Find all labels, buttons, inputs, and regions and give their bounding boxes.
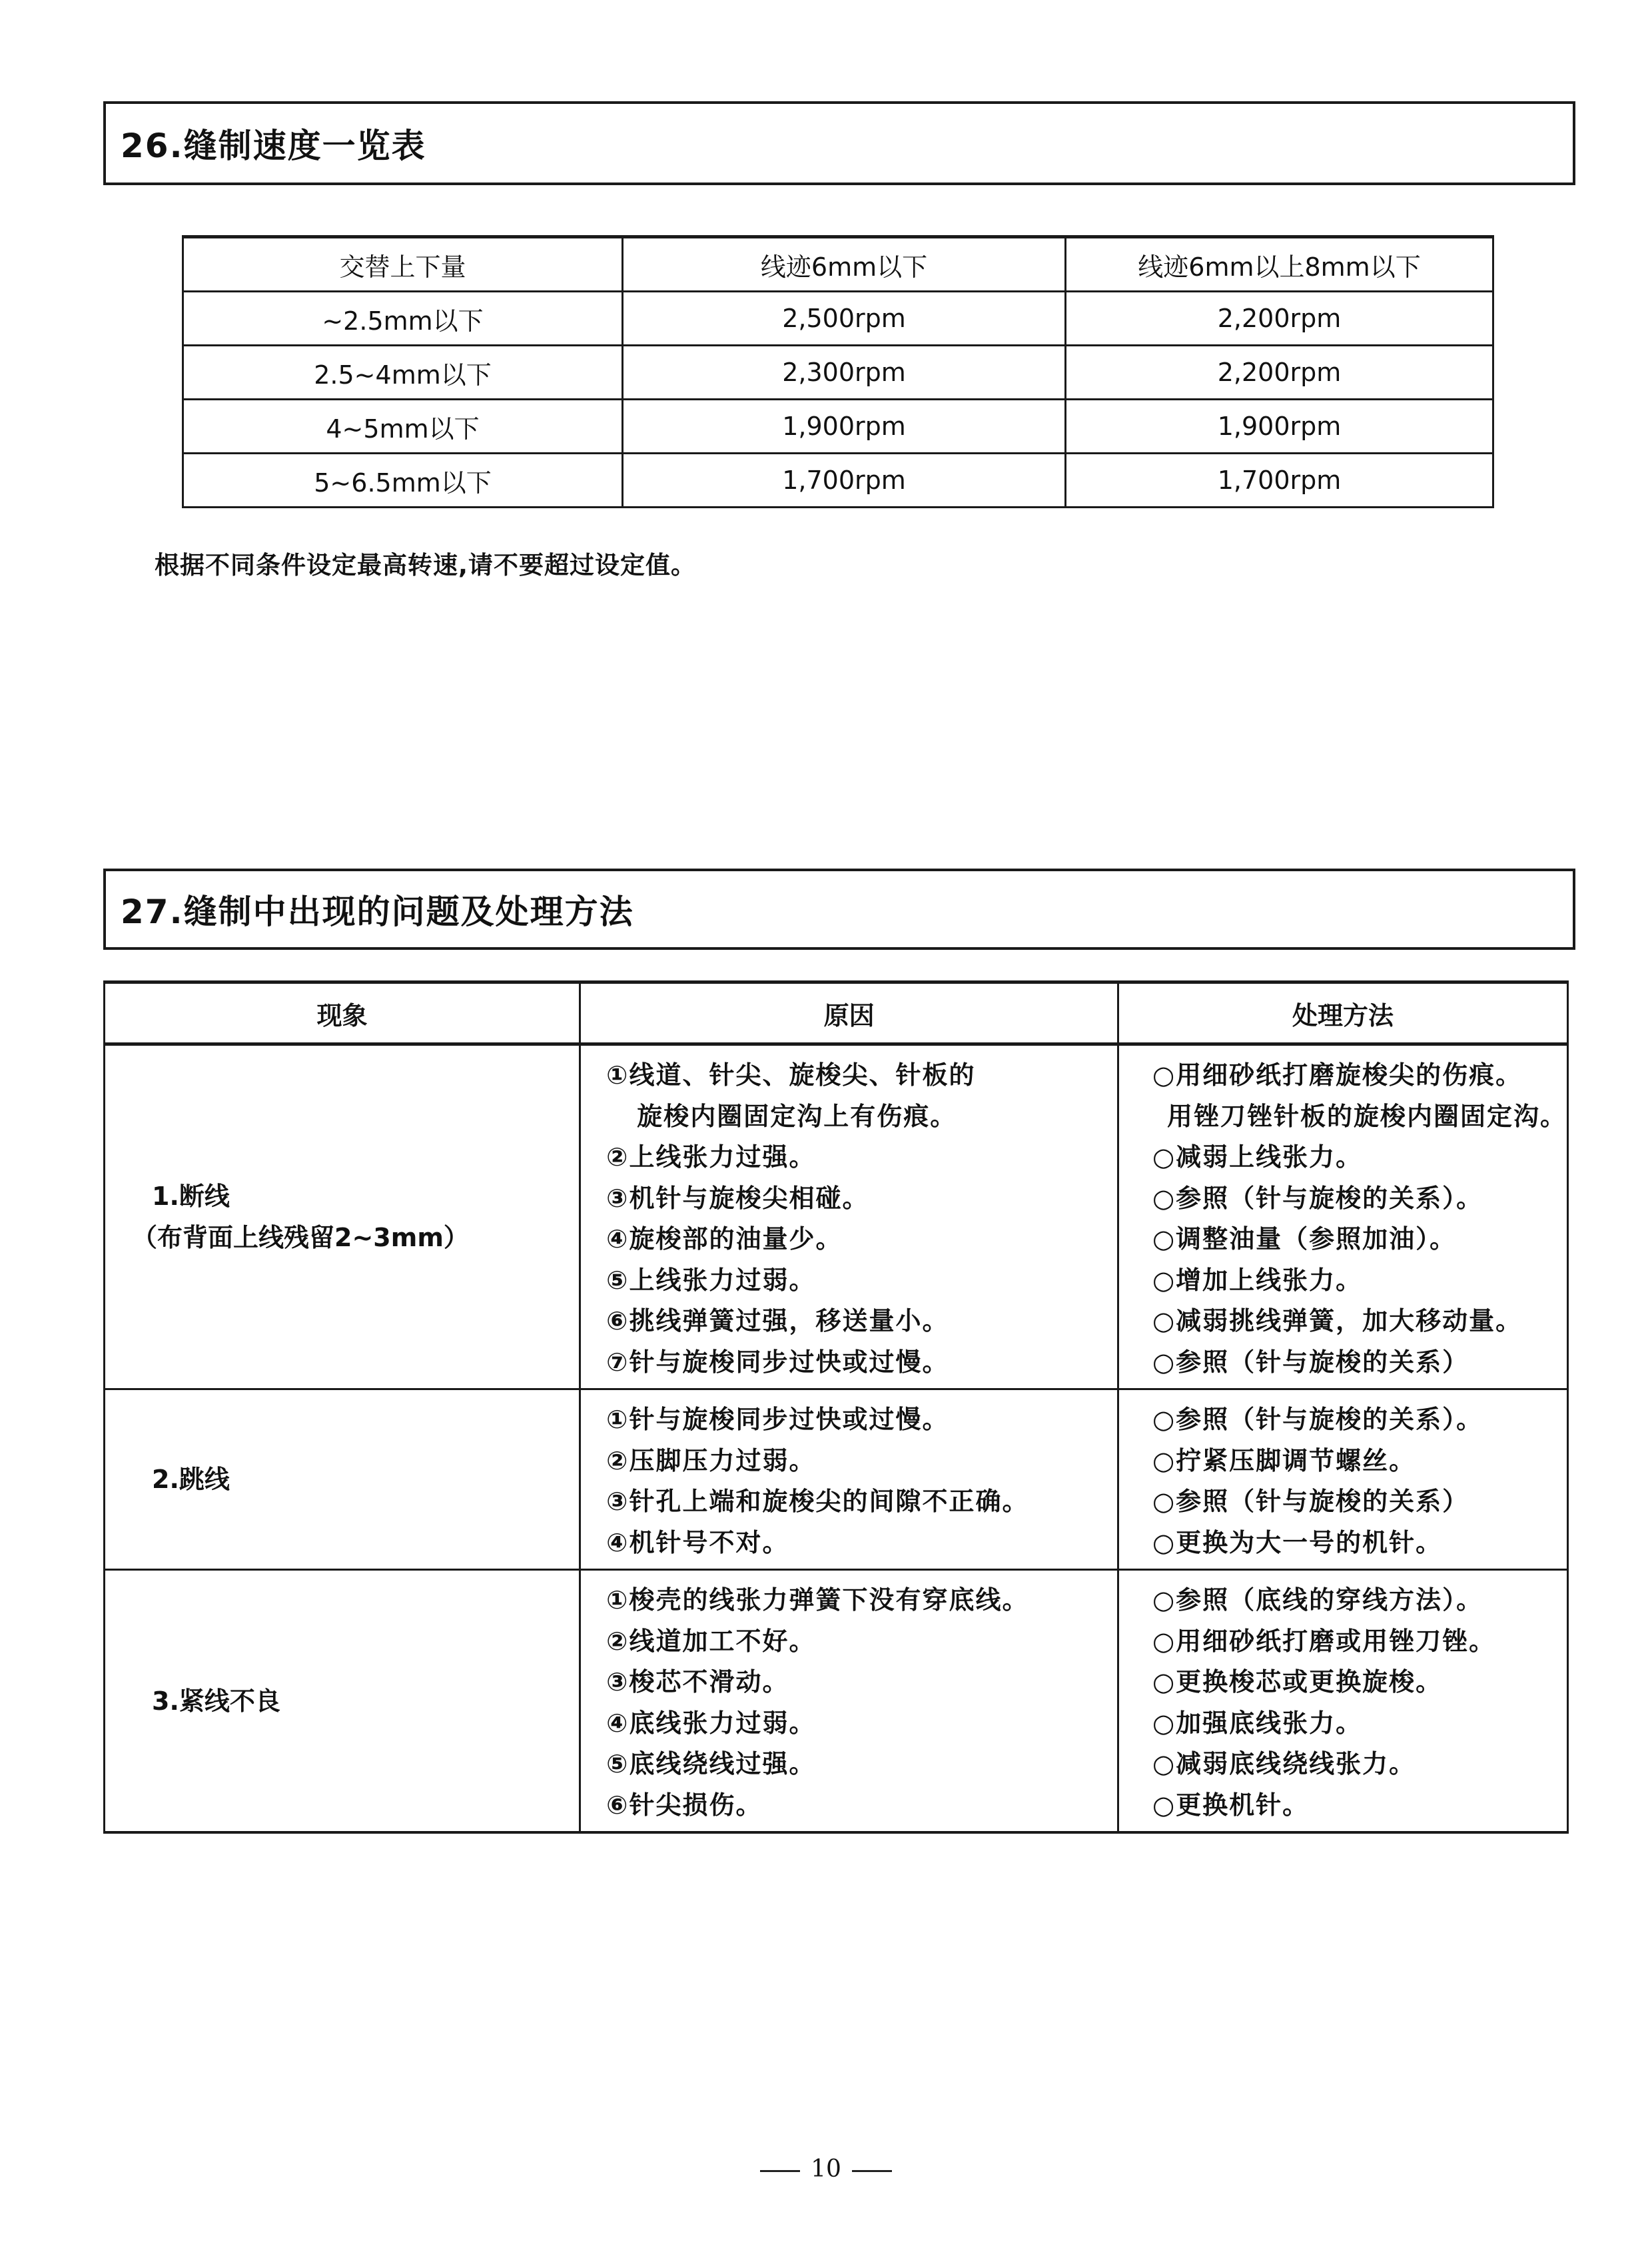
remedy-item: ○用细砂纸打磨或用锉刀锉。 — [1152, 1626, 1496, 1656]
table-row — [183, 346, 1493, 400]
remedy-item: ○参照（针与旋梭的关系） — [1152, 1487, 1469, 1516]
symptom-cell — [105, 1570, 580, 1833]
feed-amount-cell: 2.5~4mm以下 — [183, 346, 623, 400]
causes-cell — [580, 1570, 1118, 1833]
cause-item-continuation: 旋梭内圈固定沟上有伤痕。 — [637, 1101, 957, 1131]
causes-cell — [580, 1389, 1118, 1570]
remedy-item: ○更换梭芯或更换旋梭。 — [1152, 1667, 1443, 1696]
remedies-cell — [1118, 1570, 1567, 1833]
table-row — [183, 400, 1493, 454]
section-27-title — [103, 869, 1575, 950]
symptom-cell — [105, 1044, 580, 1389]
remedy-item: ○用细砂纸打磨旋梭尖的伤痕。 — [1152, 1060, 1523, 1090]
remedies-cell — [1118, 1389, 1567, 1570]
remedy-item: ○减弱上线张力。 — [1152, 1142, 1363, 1172]
remedy-item-continuation: 用锉刀锉针板的旋梭内圈固定沟。 — [1166, 1101, 1567, 1131]
page-number-dash-right — [852, 2170, 892, 2172]
remedy-item: ○拧紧压脚调节螺丝。 — [1152, 1445, 1416, 1475]
speed-cell: 2,200rpm — [1066, 292, 1493, 346]
feed-amount-cell: 5~6.5mm以下 — [183, 454, 623, 508]
speed-note: 根据不同条件设定最高转速,请不要超过设定值。 — [155, 551, 697, 579]
cause-item: ②上线张力过强。 — [606, 1142, 816, 1172]
header-symptom: 现象 — [105, 982, 580, 1044]
speed-header-stitch-under-6mm: 线迹6mm以下 — [623, 237, 1066, 292]
speed-cell: 1,900rpm — [623, 400, 1066, 454]
cause-item: ①梭壳的线张力弹簧下没有穿底线。 — [606, 1585, 1029, 1615]
symptom-sub-label: （布背面上线残留2~3mm） — [132, 1223, 469, 1252]
table-row — [105, 1044, 1568, 1389]
cause-item: ①针与旋梭同步过快或过慢。 — [606, 1405, 949, 1434]
header-remedy: 处理方法 — [1118, 982, 1567, 1044]
troubleshooting-table — [103, 980, 1569, 1834]
cause-item: ⑦针与旋梭同步过快或过慢。 — [606, 1347, 949, 1377]
cause-item: ③针孔上端和旋梭尖的间隙不正确。 — [606, 1487, 1029, 1516]
cause-item: ②压脚压力过弱。 — [606, 1445, 816, 1475]
speed-header-stitch-6-8mm: 线迹6mm以上8mm以下 — [1066, 237, 1493, 292]
remedy-item: ○加强底线张力。 — [1152, 1708, 1363, 1738]
speed-cell: 2,200rpm — [1066, 346, 1493, 400]
speed-header-feed-amount: 交替上下量 — [183, 237, 623, 292]
speed-cell: 1,700rpm — [623, 454, 1066, 508]
table-row — [183, 292, 1493, 346]
remedy-item: ○参照（底线的穿线方法）。 — [1152, 1585, 1483, 1615]
cause-item: ②线道加工不好。 — [606, 1626, 816, 1656]
page-number-text: 10 — [811, 2155, 841, 2183]
remedy-item: ○更换为大一号的机针。 — [1152, 1527, 1443, 1557]
cause-item: ⑥针尖损伤。 — [606, 1790, 763, 1820]
cause-item: ⑤上线张力过弱。 — [606, 1265, 816, 1295]
section-26-title — [103, 101, 1575, 185]
speed-cell: 1,900rpm — [1066, 400, 1493, 454]
cause-item: ③梭芯不滑动。 — [606, 1667, 789, 1696]
cause-item: ①线道、针尖、旋梭尖、针板的 — [606, 1060, 976, 1090]
table-row — [105, 1389, 1568, 1570]
page-number — [0, 2155, 1652, 2183]
remedy-item: ○增加上线张力。 — [1152, 1265, 1363, 1295]
symptom-label: 3.紧线不良 — [152, 1686, 280, 1716]
remedy-item: ○参照（针与旋梭的关系） — [1152, 1347, 1469, 1377]
remedy-item: ○参照（针与旋梭的关系）。 — [1152, 1405, 1483, 1434]
remedy-item: ○减弱底线绕线张力。 — [1152, 1749, 1416, 1778]
remedy-item: ○减弱挑线弹簧，加大移动量。 — [1152, 1306, 1523, 1335]
causes-cell — [580, 1044, 1118, 1389]
header-cause: 原因 — [580, 982, 1118, 1044]
sewing-speed-table — [182, 235, 1494, 508]
section-26-title-text: 26.缝制速度一览表 — [121, 127, 426, 165]
feed-amount-cell: 4~5mm以下 — [183, 400, 623, 454]
table-row — [183, 454, 1493, 508]
remedy-item: ○调整油量（参照加油）。 — [1152, 1224, 1457, 1254]
cause-item: ④底线张力过弱。 — [606, 1708, 816, 1738]
symptom-label: 1.断线 — [152, 1182, 230, 1211]
remedy-item: ○参照（针与旋梭的关系）。 — [1152, 1183, 1483, 1213]
speed-cell: 2,500rpm — [623, 292, 1066, 346]
cause-item: ③机针与旋梭尖相碰。 — [606, 1183, 869, 1213]
table-row — [105, 1570, 1568, 1833]
symptom-cell — [105, 1389, 580, 1570]
page-number-dash-left — [760, 2170, 800, 2172]
speed-table-header-row — [183, 237, 1493, 292]
speed-cell: 2,300rpm — [623, 346, 1066, 400]
section-27-title-text: 27.缝制中出现的问题及处理方法 — [121, 893, 634, 931]
cause-item: ④机针号不对。 — [606, 1527, 789, 1557]
remedy-item: ○更换机针。 — [1152, 1790, 1310, 1820]
symptom-label: 2.跳线 — [152, 1465, 230, 1494]
remedies-cell — [1118, 1044, 1567, 1389]
cause-item: ⑥挑线弹簧过强，移送量小。 — [606, 1306, 949, 1335]
cause-item: ④旋梭部的油量少。 — [606, 1224, 843, 1254]
cause-item: ⑤底线绕线过强。 — [606, 1749, 816, 1778]
feed-amount-cell: ~2.5mm以下 — [183, 292, 623, 346]
trouble-table-header-row — [105, 982, 1568, 1044]
speed-cell: 1,700rpm — [1066, 454, 1493, 508]
